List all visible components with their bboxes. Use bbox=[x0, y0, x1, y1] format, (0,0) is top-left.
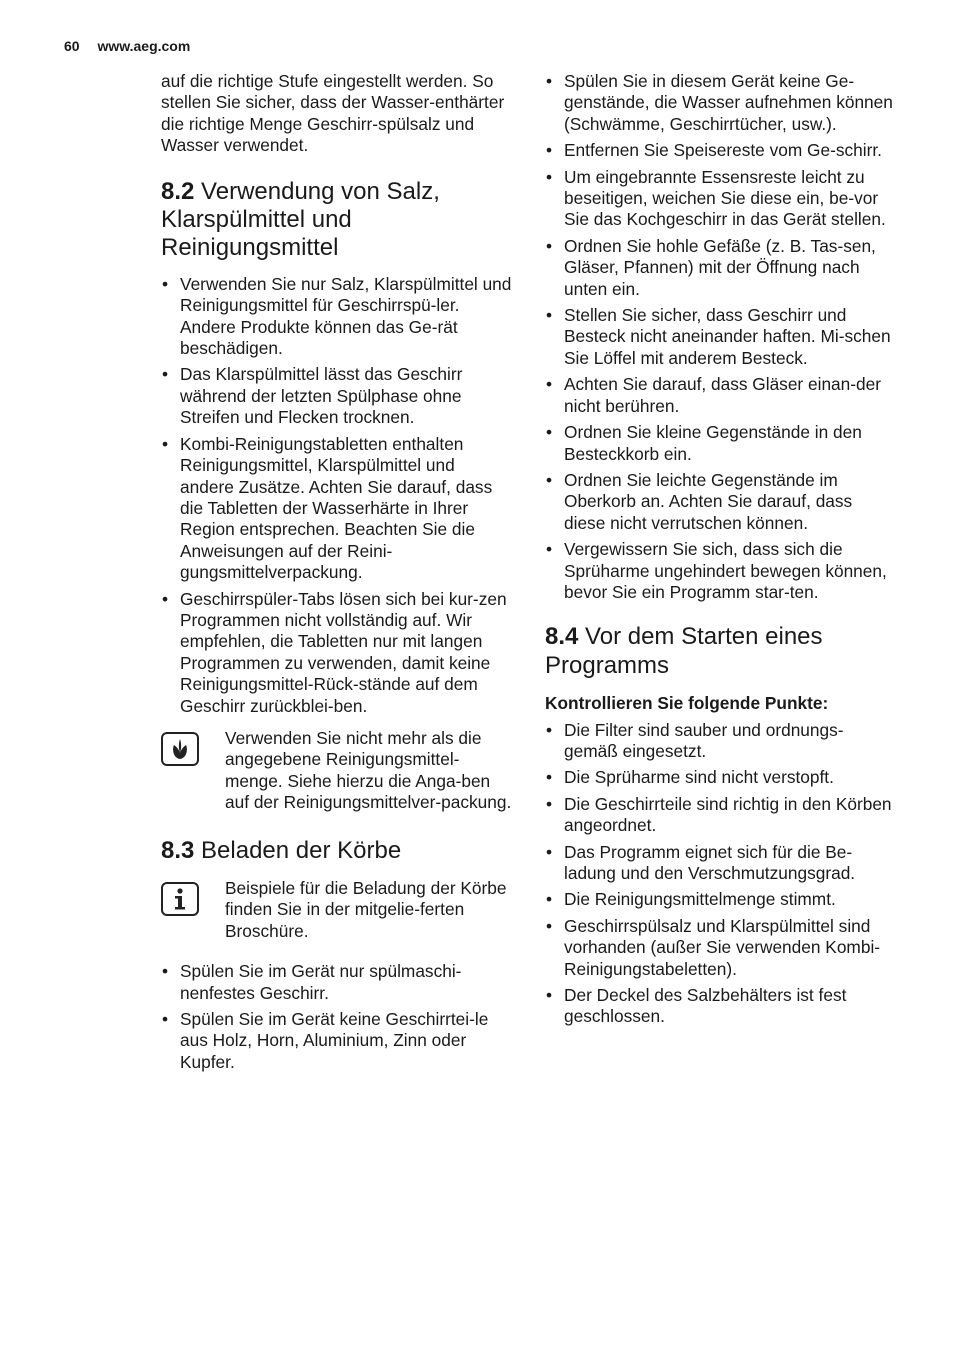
section-8-4-heading bbox=[545, 623, 897, 680]
section-title: Verwendung von Salz, Klarspülmittel und Reinigungsmittel bbox=[161, 177, 440, 262]
list-item: • Das Programm eignet sich für die Be-ladung und den Verschmutzungsgrad. bbox=[545, 842, 897, 885]
list-item: • Die Filter sind sauber und ordnungs-gemäß eingesetzt. bbox=[545, 720, 897, 763]
info-icon bbox=[161, 882, 199, 916]
list-item: • Ordnen Sie hohle Gefäße (z. B. Tas-sen, Gläser, Pfannen) mit der Öffnung nach unten ein. bbox=[545, 236, 897, 300]
info-note-text: Beispiele für die Beladung der Körbe finden Sie in der mitgelie-ferten Broschüre. bbox=[225, 878, 507, 941]
section-8-2-heading bbox=[161, 178, 513, 263]
left-column bbox=[161, 70, 513, 1078]
list-item: • Stellen Sie sicher, dass Geschirr und Besteck nicht aneinander haften. Mi-schen Sie Löffel mit anderem Besteck. bbox=[545, 305, 897, 369]
intro-paragraph: auf die richtige Stufe eingestellt werden. So stellen Sie sicher, dass der Wasser-enthärter die richtige Menge Geschirr-spülsalz und Wasser verwendet. bbox=[161, 71, 505, 156]
checklist bbox=[545, 720, 897, 1028]
list-item: • Die Reinigungsmittelmenge stimmt. bbox=[545, 889, 897, 910]
list-item: • Der Deckel des Salzbehälters ist fest geschlossen. bbox=[545, 985, 897, 1028]
list-item: • Spülen Sie im Gerät keine Geschirrtei-le aus Holz, Horn, Aluminium, Zinn oder Kupfer. bbox=[161, 1009, 513, 1073]
section-8-3-heading bbox=[161, 837, 513, 865]
list-item: • Ordnen Sie leichte Gegenstände im Oberkorb an. Achten Sie darauf, dass diese nicht verrutschen können. bbox=[545, 470, 897, 534]
list-item: • Das Klarspülmittel lässt das Geschirr während der letzten Spülphase ohne Streifen und Flecken trocknen. bbox=[161, 364, 513, 428]
loading-list bbox=[161, 961, 513, 1073]
list-item: • Verwenden Sie nur Salz, Klarspülmittel und Reinigungsmittel für Geschirrspü-ler. Andere Produkte können das Ge-rät beschädigen. bbox=[161, 274, 513, 360]
list-item: • Spülen Sie in diesem Gerät keine Ge-genstände, die Wasser aufnehmen können (Schwämme, Geschirrtücher, usw.). bbox=[545, 71, 897, 135]
loading-tips-list bbox=[545, 71, 897, 603]
checklist-label: Kontrollieren Sie folgende Punkte: bbox=[545, 693, 829, 714]
site-url: www.aeg.com bbox=[97, 38, 191, 54]
page-header bbox=[64, 38, 190, 54]
list-item: • Die Geschirrteile sind richtig in den Körben angeordnet. bbox=[545, 794, 897, 837]
right-column bbox=[545, 70, 897, 1033]
section-number: 8.3 bbox=[161, 836, 195, 864]
list-item: • Die Sprüharme sind nicht verstopft. bbox=[545, 767, 897, 788]
info-note bbox=[161, 878, 513, 942]
list-item: • Geschirrspülsalz und Klarspülmittel sind vorhanden (außer Sie verwenden Kombi-Reinigungstabeletten). bbox=[545, 916, 897, 980]
list-item: • Spülen Sie im Gerät nur spülmaschi-nenfestes Geschirr. bbox=[161, 961, 513, 1004]
section-number: 8.2 bbox=[161, 177, 195, 205]
list-item: • Kombi-Reinigungstabletten enthalten Reinigungsmittel, Klarspülmittel und andere Zusätze. Achten Sie darauf, dass die Tabletten der Wasserhärte in Ihrer Region entsprechen. Beachten Sie die Anweisungen auf der Reini-gungsmittelverpackung. bbox=[161, 434, 513, 584]
list-item: • Geschirrspüler-Tabs lösen sich bei kur-zen Programmen nicht vollständig auf. Wir empfehlen, die Tabletten nur mit langen Programmen zu verwenden, damit keine Reinigungsmittel-Rück-stände auf dem Geschirr zurückblei-ben. bbox=[161, 589, 513, 717]
section-title: Beladen der Körbe bbox=[201, 836, 402, 864]
section-title: Vor dem Starten eines Programms bbox=[545, 623, 823, 679]
list-item: • Ordnen Sie kleine Gegenstände in den Besteckkorb ein. bbox=[545, 422, 897, 465]
section-number: 8.4 bbox=[545, 623, 579, 651]
list-item: • Achten Sie darauf, dass Gläser einan-der nicht berühren. bbox=[545, 374, 897, 417]
list-item: • Entfernen Sie Speisereste vom Ge-schirr. bbox=[545, 140, 897, 161]
detergent-list bbox=[161, 274, 513, 717]
eco-note-text: Verwenden Sie nicht mehr als die angegebene Reinigungsmittel-menge. Siehe hierzu die Anga-ben auf der Reinigungsmittelver-packung. bbox=[225, 727, 512, 813]
list-item: • Um eingebrannte Essensreste leicht zu beseitigen, weichen Sie diese ein, be-vor Sie das Kochgeschirr in das Gerät stellen. bbox=[545, 167, 897, 231]
list-item: • Vergewissern Sie sich, dass sich die Sprüharme ungehindert bewegen können, bevor Sie ein Programm star-ten. bbox=[545, 539, 897, 603]
eco-note bbox=[161, 728, 513, 814]
eco-leaf-icon bbox=[161, 732, 199, 766]
page-number: 60 bbox=[64, 38, 80, 54]
